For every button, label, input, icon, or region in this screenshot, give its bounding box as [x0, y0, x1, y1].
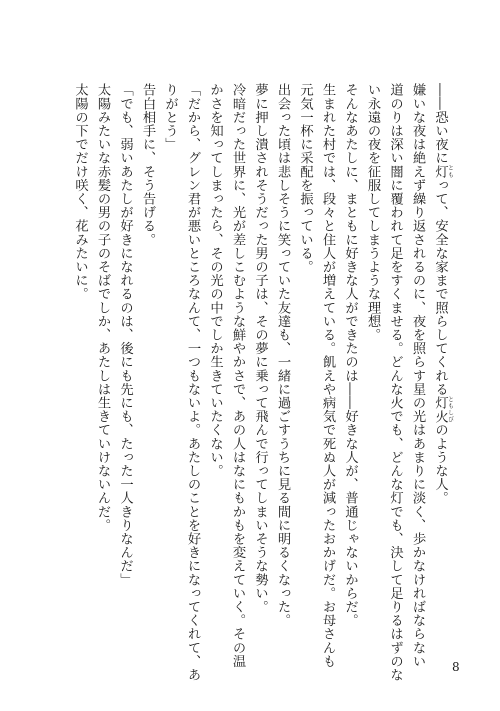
text-line-2: 嫌いな夜は絶えず繰り返されるのに、夜を照らす星の光はあまりに淡く、歩かなければならない	[410, 83, 425, 668]
text-line-13: りがとう」	[162, 83, 178, 151]
page-number: 8	[452, 660, 460, 674]
text-line-12: 「だから、グレン君が悪いところなんて、一つもないよ。あたしのことを好きになってくれて、あ	[185, 83, 200, 682]
text-line-16: 太陽みたいな赤髪の男の子のそばでしか、あたしは生きていけないんだ。	[95, 83, 110, 532]
ruby-tomo	[432, 164, 454, 179]
ruby-tomoshibi	[432, 395, 454, 424]
text-line-6: 生まれた村では、段々と住人が増えている。飢えや病気で死ぬ人が減ったおかげだ。お母さんも	[320, 83, 335, 668]
line-1-part-e: のような人。	[432, 423, 448, 505]
text-line-1	[428, 83, 453, 643]
text-line-4: い永遠の夜を征服してしまうような理想。	[365, 83, 380, 342]
text-line-10: 冷暗だった世界に、光が差しこむような鮮やかさで、あの人はなにもかもを変えていく。その温	[230, 83, 245, 668]
text-line-15: 「でも、弱いあたしが好きになれるのは、後にも先にも、たった一人きりなんだ」	[117, 83, 133, 587]
text-line-11: かさを知ってしまったら、その光の中でしか生きていたくない。	[207, 83, 223, 478]
text-line-7: 元気一杯に采配を振っている。	[297, 83, 313, 274]
text-line-8: 出会った頃は悲しそうに笑っていた友達も、一緒に過ごすうちに見る間に明るくなった。	[275, 83, 290, 627]
text-line-3: 道のりは深い闇に覆われて足をすくませる。どんな火でも、どんな灯でも、決して足りるはずのな	[387, 83, 403, 682]
text-line-9: 夢に押し潰されそうだった男の子は、その夢に乗って飛んで行ってしまいそうな勢い。	[252, 83, 268, 614]
line-1-part-d: 灯火	[432, 395, 448, 424]
vertical-text-block	[68, 83, 454, 682]
line-1-part-c: って、安全な家まで照らしてくれる	[432, 178, 448, 396]
line-1-part-b: 灯	[432, 164, 448, 179]
text-line-14: 告白相手に、そう告げる。	[140, 83, 155, 247]
ruby-reading-tomoshibi: ともしび	[446, 395, 454, 424]
text-line-17: 太陽の下でだけ咲く、花みたいに。	[72, 83, 88, 301]
ruby-reading-tomo: とも	[446, 164, 454, 179]
line-1-part-a: ――恐い夜に	[432, 83, 448, 165]
text-line-5: そんなあたしに、まともに好きな人ができたのは――好きな人が、普通じゃないからだ。	[342, 83, 358, 627]
